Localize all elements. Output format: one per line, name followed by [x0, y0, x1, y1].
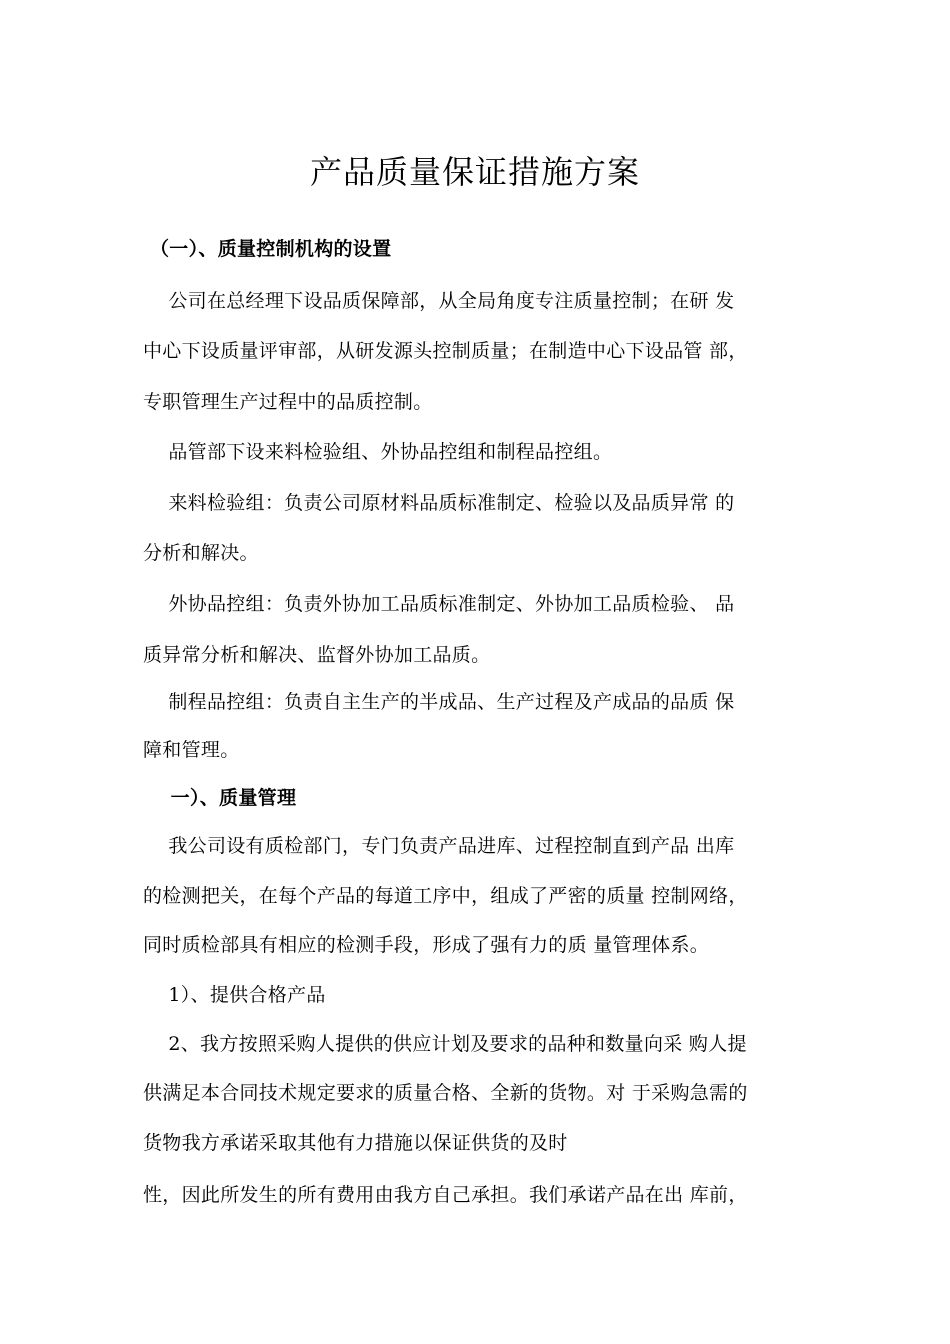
- paragraph-line: 来料检验组：负责公司原材料品质标准制定、检验以及品质异常 的: [143, 492, 735, 514]
- paragraph-line: 2、我方按照采购人提供的供应计划及要求的品种和数量向采 购人提: [143, 1033, 747, 1055]
- paragraph-line: 中心下设质量评审部，从研发源头控制质量；在制造中心下设品管 部，: [143, 340, 748, 362]
- paragraph-line: 制程品控组：负责自主生产的半成品、生产过程及产成品的品质 保: [143, 691, 735, 713]
- paragraph-line: 同时质检部具有相应的检测手段，形成了强有力的质 量管理体系。: [143, 934, 710, 956]
- document-title: 产品质量保证措施方案: [309, 153, 640, 191]
- section-heading-1: （一）、质量控制机构的设置: [150, 238, 392, 260]
- paragraph-line: 外协品控组：负责外协加工品质标准制定、外协加工品质检验、 品: [143, 593, 735, 615]
- paragraph-line: 品管部下设来料检验组、外协品控组和制程品控组。: [143, 441, 613, 463]
- paragraph-line: 供满足本合同技术规定要求的质量合格、全新的货物。对 于采购急需的: [143, 1082, 748, 1104]
- paragraph-line: 1）、提供合格产品: [143, 984, 326, 1006]
- paragraph-line: 质异常分析和解决、监督外协加工品质。: [143, 644, 491, 666]
- paragraph-line: 的检测把关，在每个产品的每道工序中，组成了严密的质量 控制网络，: [143, 885, 748, 907]
- paragraph-line: 性，因此所发生的所有费用由我方自己承担。我们承诺产品在出 库前，: [143, 1184, 748, 1206]
- paragraph-line: 公司在总经理下设品质保障部，从全局角度专注质量控制；在研 发: [143, 290, 735, 312]
- paragraph-line: 障和管理。: [143, 739, 240, 761]
- section-heading-2: 一）、质量管理: [143, 787, 297, 809]
- paragraph-line: 货物我方承诺采取其他有力措施以保证供货的及时: [143, 1132, 568, 1154]
- paragraph-line: 分析和解决。: [143, 542, 259, 564]
- paragraph-line: 我公司设有质检部门，专门负责产品进库、过程控制直到产品 出库: [143, 835, 735, 857]
- paragraph-line: 专职管理生产过程中的品质控制。: [143, 391, 433, 413]
